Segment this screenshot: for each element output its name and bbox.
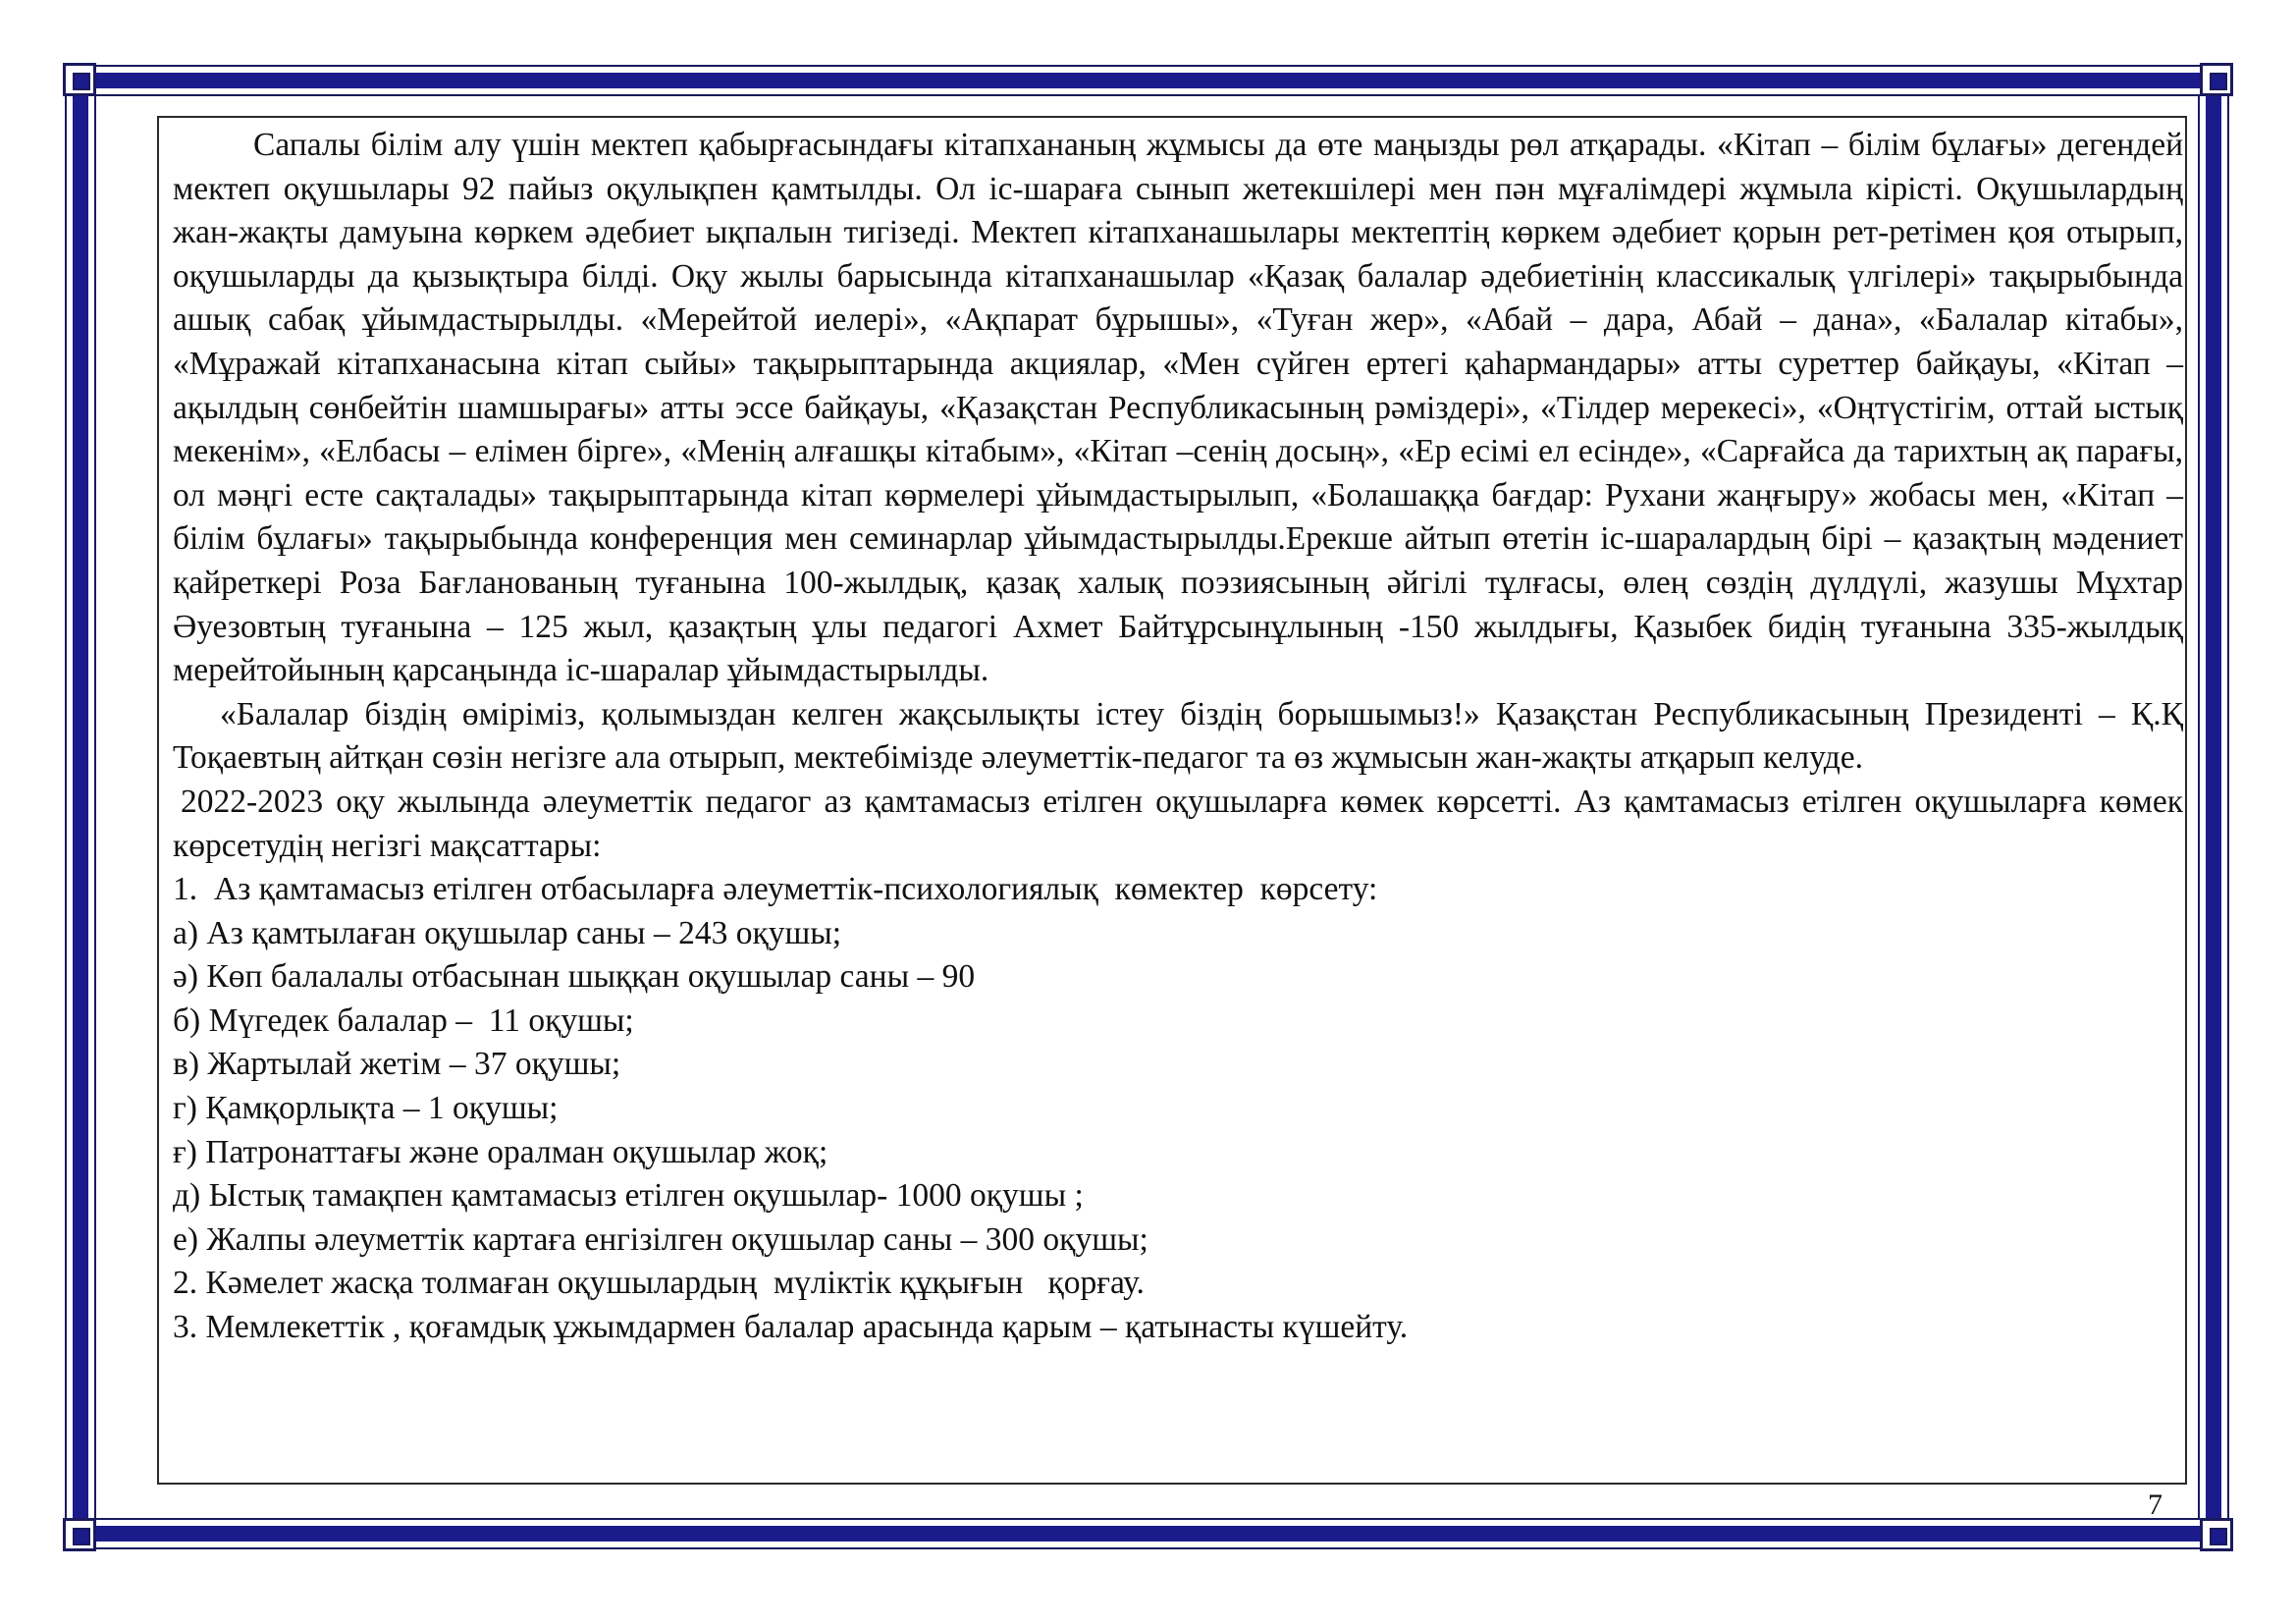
list-item: 1. Аз қамтамасыз етілген отбасыларға әлеуметтік-психологиялық көмектер көрсету: bbox=[173, 871, 1378, 908]
frame-corner-ornament-top-right bbox=[2200, 63, 2233, 96]
president-quote-paragraph: «Балалар біздің өміріміз, қолымыздан келген жақсылықты істеу біздің борышымыз!» Қазақстан Республикасының Президенті – Қ.Қ Тоқаевтың айтқан сөзін негізге ала отырып, мектебімізде әлеуметтік-педагог та өз жұмысын жан-жақты атқарып келуде. bbox=[173, 695, 2183, 777]
list-item: а) Аз қамтылаған оқушылар саны – 243 оқушы; bbox=[173, 914, 842, 951]
list-item: 3. Мемлекеттік , қоғамдық ұжымдармен балалар арасында қарым – қатынасты күшейту. bbox=[173, 1309, 1409, 1346]
document-body bbox=[173, 124, 2183, 1350]
list-item: г) Қамқорлықта – 1 оқушы; bbox=[173, 1090, 559, 1127]
frame-corner-ornament-top-left bbox=[63, 63, 96, 96]
list-item: 2. Кәмелет жасқа толмаған оқушылардың мүліктік құқығын қорғау. bbox=[173, 1265, 1145, 1302]
list-item: ғ) Патронаттағы және оралман оқушылар жоқ; bbox=[173, 1133, 828, 1170]
list-item: д) Ыстық тамақпен қамтамасыз етілген оқушылар- 1000 оқушы ; bbox=[173, 1177, 1084, 1215]
page-number: 7 bbox=[2148, 1489, 2163, 1521]
support-goals-list bbox=[173, 868, 2183, 1350]
document-text-box bbox=[157, 116, 2187, 1485]
library-paragraph: Сапалы білім алу үшін мектеп қабырғасындағы кітапхананың жұмысы да өте маңызды рөл атқарады. «Кітап – білім бұлағы» дегендей мектеп оқушылары 92 пайыз оқулықпен қамтылды. Ол іс-шараға сынып жетекшілері мен пән мұғалімдері жұмыла кірісті. Оқушылардың жан-жақты дамуына көркем әдебиет ықпалын тигізеді. Мектеп кітапханашылары мектептің көркем әдебиет қорын рет-ретімен қоя отырып, оқушыларды да қызықтыра білді. Оқу жылы барысында кітапханашылар «Қазақ балалар әдебиетінің классикалық үлгілері» тақырыбында ашық сабақ ұйымдастырылды. «Мерейтой иелері», «Ақпарат бұрышы», «Туған жер», «Абай – дара, Абай – дана», «Балалар кітабы», «Мұражай кітапханасына кітап сыйы» тақырыптарында акциялар, «Мен сүйген ертегі қаһармандары» атты суреттер байқауы, «Кітап – ақылдың сөнбейтін шамшырағы» атты эссе байқауы, «Қазақстан Республикасының рәміздері», «Тілдер мерекесі», «Оңтүстігім, оттай ыстық мекенім», «Елбасы – елімен бірге», «Менің алғашқы кітабым», «Кітап –сенің досың», «Ер есімі ел есінде», «Сарғайса да тарихтың ақ парағы, ол мәңгі есте сақталады» тақырыптарында кітап көрмелері ұйымдастырылып, «Болашаққа бағдар: Рухани жаңғыру» жобасы мен, «Кітап – білім бұлағы» тақырыбында конференция мен семинарлар ұйымдастырылды.Ерекше айтып өтетін іс-шаралардың бірі – қазақтың мәдениет қайреткері Роза Бағланованың туғанына 100-жылдық, қазақ халық поэзиясының әйгілі тұлғасы, өлең сөздің дүлдүлі, жазушы Мұхтар Әуезовтың туғанына – 125 жыл, қазақтың ұлы педагогі Ахмет Байтұрсынұлының -150 жылдығы, Қазыбек бидің туғанына 335-жылдық мерейтойының қарсаңында іс-шаралар ұйымдастырылды. bbox=[173, 127, 2183, 689]
list-item: в) Жартылай жетім – 37 оқушы; bbox=[173, 1046, 621, 1083]
social-pedagogue-paragraph: 2022-2023 оқу жылында әлеуметтік педагог аз қамтамасыз етілген оқушыларға көмек көрсетті. Аз қамтамасыз етілген оқушыларға көмек көрсетудің негізгі мақсаттары: bbox=[173, 783, 2183, 864]
list-item: ә) Көп балалалы отбасынан шыққан оқушылар саны – 90 bbox=[173, 958, 976, 996]
list-item: е) Жалпы әлеуметтік картаға енгізілген оқушылар саны – 300 оқушы; bbox=[173, 1220, 1148, 1258]
frame-corner-ornament-bottom-left bbox=[63, 1518, 96, 1551]
list-item: б) Мүгедек балалар – 11 оқушы; bbox=[173, 1001, 634, 1039]
frame-corner-ornament-bottom-right bbox=[2200, 1518, 2233, 1551]
